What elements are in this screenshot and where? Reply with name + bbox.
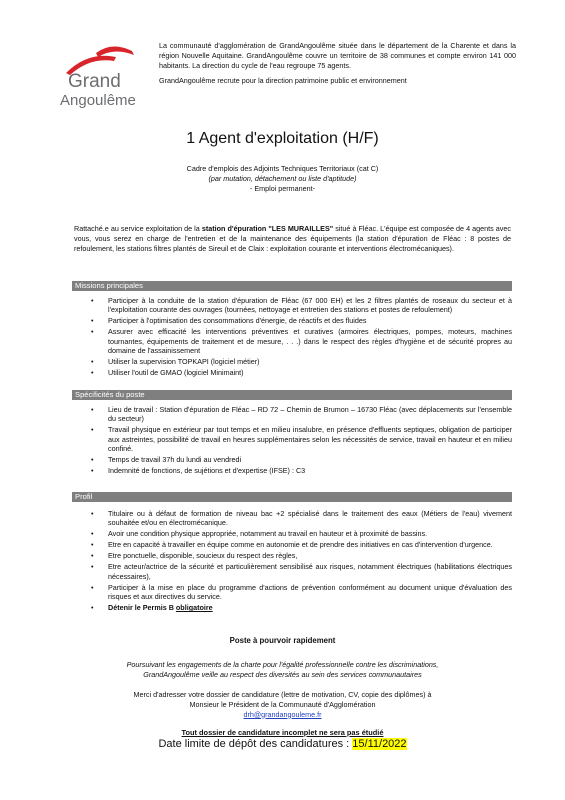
grandangouleme-logo	[54, 43, 144, 115]
logo-text-grand: Grand	[68, 71, 121, 92]
list-item: • Etre en capacité à travailler en équipe comme en autonomie et de prendre des initiatives en cas d'intervention d'urgence.	[74, 540, 512, 549]
license-requirement: Détenir le Permis B	[108, 603, 176, 613]
job-status: - Emploi permanent-	[249, 184, 316, 193]
job-subtitle	[0, 164, 565, 194]
specifics-list	[74, 405, 512, 477]
deadline-line	[0, 738, 565, 750]
profile-list	[74, 509, 512, 614]
intro-block	[159, 41, 516, 92]
intro-recruiting: GrandAngoulême recrute pour la direction patrimoine public et environnement	[159, 76, 407, 86]
deadline-date: 15/11/2022	[352, 738, 407, 750]
list-item: • Avoir une condition physique appropriée, notamment au travail en hauteur et à proximité de bassins.	[74, 529, 512, 538]
intro-paragraph: La communauté d'agglomération de GrandAngoulême située dans le département de la Charente et dans la région Nouvelle Aquitaine. GrandAngoulême couvre un territoire de 38 communes et compte environ 141 000 habitants. La direction du cycle de l'eau regroupe 75 agents.	[159, 41, 516, 70]
deadline-label: Date limite de dépôt des candidatures :	[158, 738, 353, 750]
apply-line-2: Monsieur le Président de la Communauté d'Agglomération	[189, 699, 376, 709]
missions-list	[74, 296, 512, 379]
list-item: • Assurer avec efficacité les interventions préventives et curatives (armoires électriques, pompes, moteurs, machines tournantes, équipements de traitement et de mesure, . . .) dans le respect des règles d'hygiène et de sécurité propres au domaine de l'assainissement	[74, 327, 512, 355]
logo-text-angouleme: Angoulême	[60, 92, 136, 109]
list-item: • Participer à la mise en place du programme d'actions de prévention conformément au document unique d'évaluation des risques et aux directives du service.	[74, 583, 512, 602]
license-mandatory: obligatoire	[175, 603, 213, 613]
list-item: • Lieu de travail : Station d'épuration de Fléac – RD 72 – Chemin de Brumon – 16730 Fléac (avec déplacements sur l'ensemble du secteur)	[74, 405, 512, 424]
lead-station-name: station d'épuration "LES MURAILLES"	[201, 224, 334, 233]
application-instructions	[0, 690, 565, 719]
list-item: • Travail physique en extérieur par tout temps et en milieu insalubre, en présence d'effluents septiques, obligation de participer aux astreintes, possibilité de travail en heures supplémentaires selon les nécessités de service, travail en hauteur et en milieu confiné.	[74, 425, 512, 453]
list-item: • Temps de travail 37h du lundi au vendredi	[74, 455, 512, 464]
list-item: • Utiliser l'outil de GMAO (logiciel Minimaint)	[74, 368, 512, 377]
incomplete-warning: Tout dossier de candidature incomplet ne sera pas étudié	[181, 728, 384, 737]
list-item: • Indemnité de fonctions, de sujétions et d'expertise (IFSE) : C3	[74, 466, 512, 475]
section-header-profile: Profil	[72, 492, 512, 502]
lead-paragraph	[74, 224, 511, 253]
list-item: • Participer à l'optimisation des consommations d'énergie, de réactifs et des fluides	[74, 316, 512, 325]
job-title: 1 Agent d'exploitation (H/F)	[186, 130, 379, 147]
apply-line-1: Merci d'adresser votre dossier de candidature (lettre de motivation, CV, copie des diplômes) à	[133, 690, 432, 699]
contact-email-link[interactable]: drh@grandangouleme.fr	[243, 709, 322, 719]
lead-text-before: Rattaché.e au service exploitation de la	[74, 224, 202, 233]
charter-line-2: GrandAngoulême veille au respect des diversités au sein des services communautaires	[143, 669, 422, 679]
charter-line-1: Poursuivant les engagements de la charte pour l'égalité professionnelle contre les discriminations,	[126, 660, 439, 669]
list-item: • Participer à la conduite de la station d'épuration de Fléac (67 000 EH) et les 2 filtres plantés de roseaux du secteur et à l'exploitation courante des ouvrages (tournées, nettoyage et entretien des stations et postes de refoulement)	[74, 296, 512, 315]
urgent-notice: Poste à pourvoir rapidement	[229, 636, 336, 645]
list-item	[74, 603, 512, 612]
list-item: • Etre acteur/actrice de la sécurité et particulièrement sensibilisé aux risques, notamment électriques (habilitations électriques nécessaires),	[74, 562, 512, 581]
section-header-missions: Missions principales	[72, 281, 512, 291]
equality-charter	[0, 660, 565, 680]
job-recruitment-mode: (par mutation, détachement ou liste d'aptitude)	[208, 174, 357, 183]
section-header-specifics: Spécificités du poste	[72, 390, 512, 400]
list-item: • Utiliser la supervision TOPKAPI (logiciel métier)	[74, 357, 512, 366]
list-item: • Titulaire ou à défaut de formation de niveau bac +2 spécialisé dans le traitement des eaux (Métiers de l'eau) vivement souhaitée et/ou en électromécanique.	[74, 509, 512, 528]
job-grade: Cadre d'emplois des Adjoints Techniques Territoriaux (cat C)	[186, 164, 379, 173]
list-item: • Etre ponctuelle, disponible, soucieux du respect des règles,	[74, 551, 512, 560]
lead-text-after: situé à Fléac. L'équipe est composée de 4 agents avec vous, vous serez en charge de l'entretien et de la maintenance des équipements (la station d'épuration de Fléac : 8 postes de refoulement, les stations filtres plantés de Sireuil et de Claix : exploitation courante et interventions électromécaniques).	[74, 224, 511, 253]
